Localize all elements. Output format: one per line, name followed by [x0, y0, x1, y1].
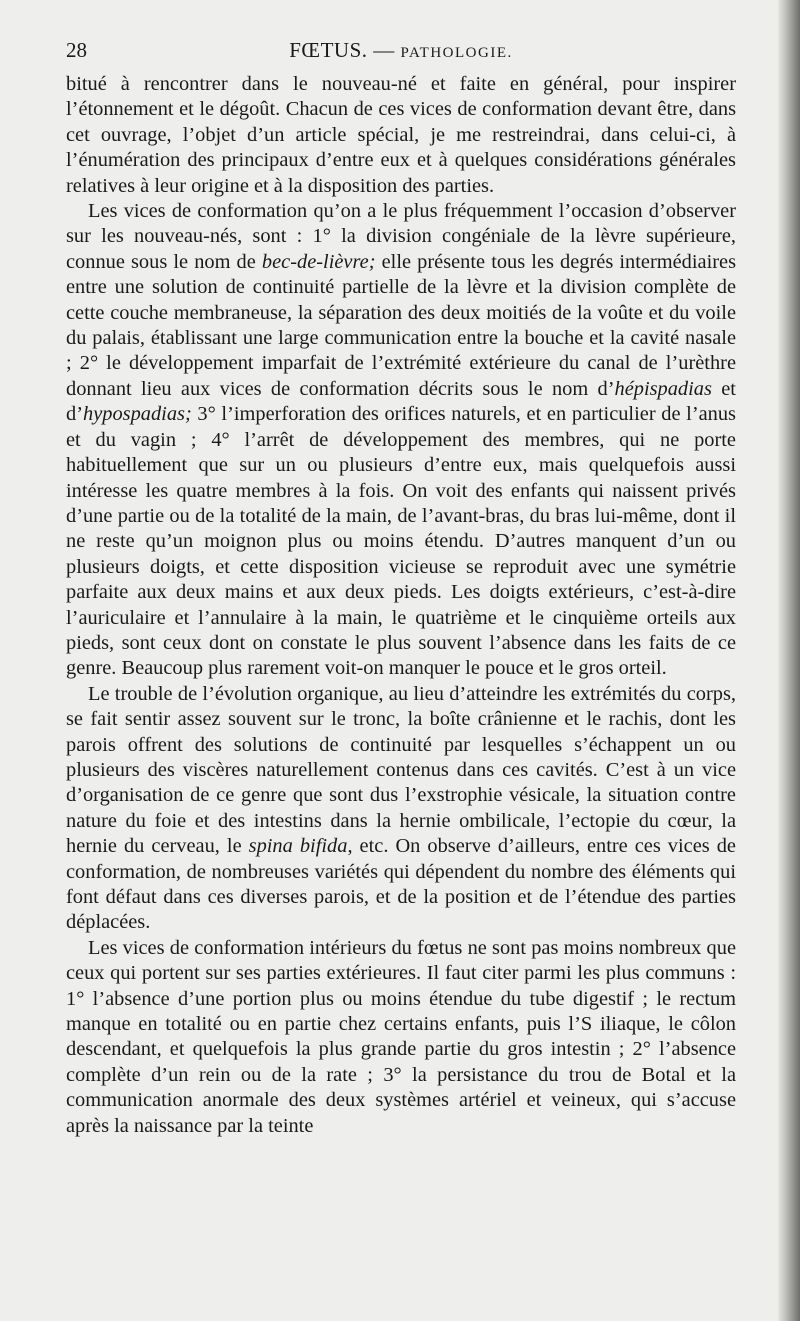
paragraph	[66, 936, 736, 1139]
paragraph	[66, 682, 736, 936]
paragraph	[66, 199, 736, 682]
page-gutter-shadow	[778, 0, 800, 1321]
italic-term: hypospadias;	[83, 403, 192, 426]
italic-term: hépispadias	[614, 377, 712, 400]
text-run: et d’	[66, 377, 736, 426]
page-header	[66, 34, 736, 66]
text-run: Les vices de conformation qu’on a le plus fréquemment l’occasion d’observer sur les nouveau-nés, sont : 1° la division congéniale de la lèvre supérieure, connue sous le nom de	[66, 200, 736, 273]
text-run: Les vices de conformation intérieurs du fœtus ne sont pas moins nombreux que ceux qui portent sur ses parties extérieures. Il faut citer parmi les plus communs : 1° l’absence d’une portion plus ou moins étendue du tube digestif ; le rectum manque en totalité ou en partie chez certains enfants, puis l’S iliaque, le côlon descendant, et quelquefois la plus grande partie du gros intestin ; 2° l’absence complète d’un rein ou de la rate ; 3° la persistance du trou de Botal et la communication anormale des deux systèmes artériel et veineux, qui s’accuse après la naissance par la teinte	[66, 936, 736, 1137]
text-run: elle présente tous les degrés intermédiaires entre une solution de continuité partielle de la lèvre et la division complète de cette couche membraneuse, la séparation des deux moitiés de la voûte et du voile du palais, établissant une large communication entre la bouche et la cavité nasale ; 2° le développement imparfait de l’extrémité extérieure du canal de l’urèthre donnant lieu aux vices de conformation décrits sous le nom d’	[66, 250, 737, 400]
running-head	[66, 34, 736, 69]
italic-term: bec-de-lièvre;	[261, 250, 376, 273]
running-head-subtitle: PATHOLOGIE.	[400, 45, 513, 61]
book-page	[66, 34, 736, 1139]
body-text	[66, 72, 736, 1139]
italic-term: spina bifida	[248, 835, 348, 858]
page-number: 28	[66, 38, 87, 62]
text-run: bitué à rencontrer dans le nouveau-né et faite en général, pour inspirer l’étonnement et le dégoût. Chacun de ces vices de conformation devant être, dans cet ouvrage, l’objet d’un article spécial, je me restreindrai, dans celui-ci, à l’énumération des principaux d’entre eux et à quelques considérations générales relatives à leur origine et à la disposition des parties.	[66, 73, 736, 197]
paragraph	[66, 72, 736, 199]
text-run: 3° l’imperforation des orifices naturels, et en particulier de l’anus et du vagin ; 4° l’arrêt de développement des membres, qui ne porte habituellement que sur un ou plusieurs d’entre eux, mais quelquefois aussi intéresse les quatre membres à la fois. On voit des enfants qui naissent privés d’une partie ou de la totalité de la main, de l’avant-bras, du bras lui-même, dont il ne reste qu’un moignon plus ou moins étendu. D’autres manquent d’un ou plusieurs doigts, et cette disposition vicieuse se reproduit avec une symétrie parfaite aux deux mains et aux deux pieds. Les doigts extérieurs, c’est-à-dire l’auriculaire et l’annulaire à la main, le quatrième et le cinquième orteils aux pieds, sont ceux dont on constate le plus souvent l’absence dans les faits de ce genre. Beaucoup plus rarement voit-on manquer le pouce et le gros orteil.	[66, 403, 736, 680]
text-run: Le trouble de l’évolution organique, au lieu d’atteindre les extrémités du corps, se fait sentir assez souvent sur le tronc, la boîte crânienne et le rachis, dont les parois offrent des solutions de continuité par lesquelles s’échappent un ou plusieurs des viscères naturellement contenus dans ces cavités. C’est à un vice d’organisation de ce genre que sont dus l’exstrophie vésicale, la situation contre nature du foie et des intestins dans la hernie ombilicale, l’ectopie du cœur, la hernie du cerveau, le	[66, 682, 736, 858]
text-run: , etc. On observe d’ailleurs, entre ces vices de conformation, de nombreuses variétés qui dépendent du nombre des éléments qui font défaut dans ces diverses parois, et de la position et de l’étendue des parties déplacées.	[66, 835, 736, 934]
running-head-separator: —	[367, 38, 401, 62]
running-head-title: FŒTUS.	[289, 38, 368, 62]
